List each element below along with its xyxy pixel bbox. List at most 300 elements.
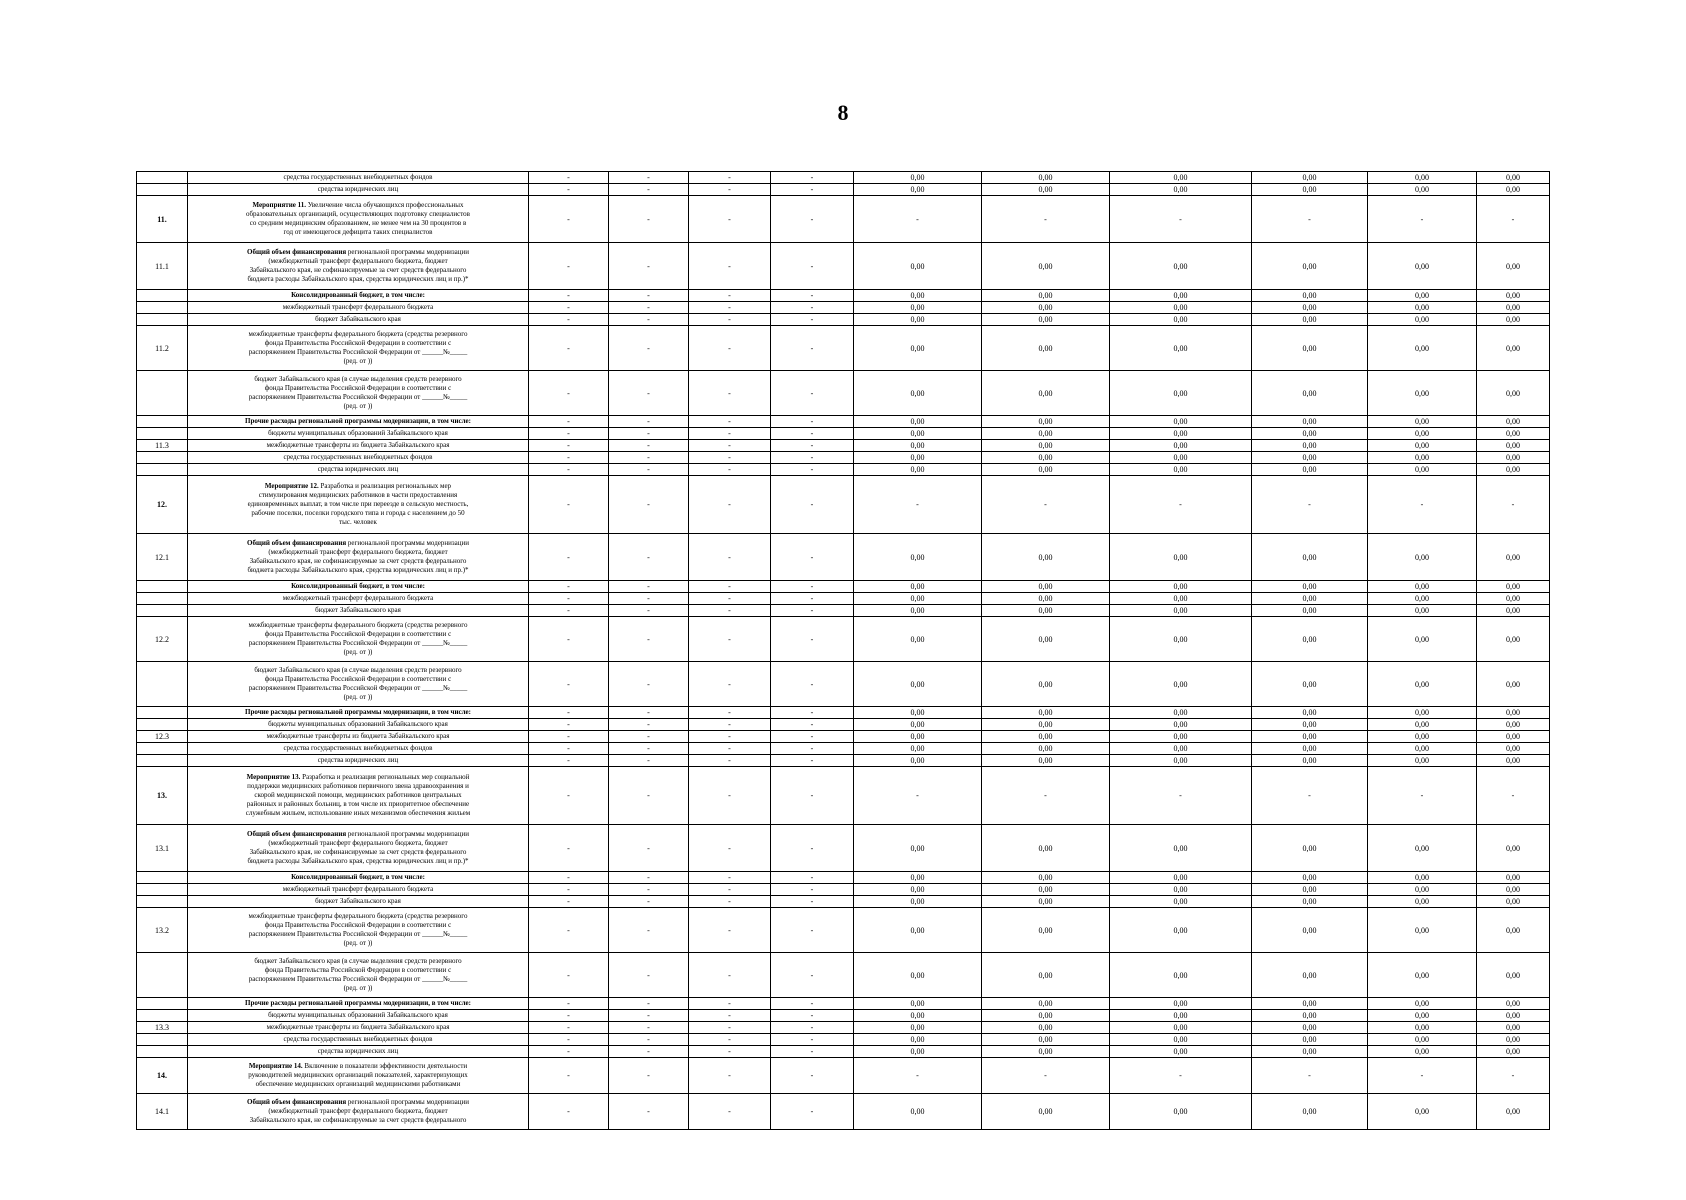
- value-cell: 0,00: [1110, 464, 1252, 476]
- value-cell: -: [529, 476, 609, 534]
- row-number: [137, 581, 188, 593]
- value-cell: -: [689, 1034, 771, 1046]
- value-cell: 0,00: [1477, 872, 1550, 884]
- table-row: [137, 184, 1550, 196]
- row-number: [137, 172, 188, 184]
- row-text: региональной программы модернизации (межбюджетный трансферт федерального бюджета, бюджет Забайкальского края, не софинансируемые за счет средств федерального бюджета расходы Забайкальского края, средства юридических лиц и пр.)*: [247, 830, 469, 865]
- value-cell: 0,00: [982, 184, 1110, 196]
- row-number: [137, 371, 188, 416]
- value-cell: -: [689, 428, 771, 440]
- value-cell: -: [609, 617, 689, 662]
- value-cell: 0,00: [1477, 428, 1550, 440]
- value-cell: -: [529, 196, 609, 243]
- value-cell: -: [609, 1010, 689, 1022]
- value-cell: -: [529, 617, 609, 662]
- value-cell: -: [689, 1046, 771, 1058]
- row-description: [188, 534, 529, 581]
- value-cell: 0,00: [982, 825, 1110, 872]
- value-cell: 0,00: [1252, 743, 1368, 755]
- value-cell: 0,00: [1252, 908, 1368, 953]
- table-row: [137, 172, 1550, 184]
- row-lead: Общий объем финансирования: [247, 1098, 347, 1106]
- value-cell: 0,00: [1252, 593, 1368, 605]
- table-row: [137, 371, 1550, 416]
- table-row: [137, 302, 1550, 314]
- value-cell: -: [689, 326, 771, 371]
- value-cell: 0,00: [1368, 605, 1477, 617]
- value-cell: -: [771, 581, 854, 593]
- row-number: [137, 184, 188, 196]
- value-cell: 0,00: [1252, 452, 1368, 464]
- table-row: [137, 452, 1550, 464]
- value-cell: -: [609, 452, 689, 464]
- value-cell: -: [689, 755, 771, 767]
- table-row: [137, 896, 1550, 908]
- value-cell: 0,00: [1110, 872, 1252, 884]
- value-cell: 0,00: [1368, 755, 1477, 767]
- row-description: [188, 1094, 529, 1130]
- value-cell: -: [689, 908, 771, 953]
- value-cell: 0,00: [1110, 1046, 1252, 1058]
- value-cell: -: [689, 440, 771, 452]
- value-cell: 0,00: [982, 896, 1110, 908]
- value-cell: 0,00: [854, 605, 982, 617]
- value-cell: 0,00: [1110, 172, 1252, 184]
- value-cell: -: [689, 825, 771, 872]
- value-cell: 0,00: [1477, 326, 1550, 371]
- value-cell: 0,00: [854, 428, 982, 440]
- value-cell: 0,00: [1477, 884, 1550, 896]
- row-description: средства государственных внебюджетных фондов: [188, 452, 529, 464]
- value-cell: -: [529, 1094, 609, 1130]
- row-description: бюджеты муниципальных образований Забайкальского края: [188, 428, 529, 440]
- value-cell: 0,00: [1368, 581, 1477, 593]
- value-cell: -: [529, 440, 609, 452]
- row-number: [137, 719, 188, 731]
- value-cell: -: [529, 534, 609, 581]
- value-cell: -: [529, 719, 609, 731]
- value-cell: -: [609, 172, 689, 184]
- value-cell: 0,00: [1252, 953, 1368, 998]
- value-cell: 0,00: [1252, 755, 1368, 767]
- value-cell: -: [982, 476, 1110, 534]
- value-cell: 0,00: [1477, 731, 1550, 743]
- value-cell: -: [689, 953, 771, 998]
- value-cell: 0,00: [1252, 302, 1368, 314]
- value-cell: -: [529, 1058, 609, 1094]
- row-description: Консолидированный бюджет, в том числе:: [188, 581, 529, 593]
- value-cell: 0,00: [1110, 825, 1252, 872]
- value-cell: -: [1477, 476, 1550, 534]
- value-cell: 0,00: [1477, 314, 1550, 326]
- value-cell: 0,00: [1368, 371, 1477, 416]
- value-cell: -: [771, 1058, 854, 1094]
- value-cell: -: [609, 326, 689, 371]
- value-cell: -: [771, 196, 854, 243]
- value-cell: -: [609, 605, 689, 617]
- row-number: 13.3: [137, 1022, 188, 1034]
- value-cell: 0,00: [982, 662, 1110, 707]
- value-cell: -: [529, 884, 609, 896]
- value-cell: -: [609, 314, 689, 326]
- value-cell: 0,00: [982, 998, 1110, 1010]
- value-cell: 0,00: [1110, 1022, 1252, 1034]
- row-description: бюджет Забайкальского края: [188, 605, 529, 617]
- value-cell: -: [689, 731, 771, 743]
- table-row: [137, 755, 1550, 767]
- value-cell: -: [771, 743, 854, 755]
- row-description: межбюджетный трансферт федерального бюджета: [188, 593, 529, 605]
- table-row: [137, 290, 1550, 302]
- value-cell: -: [689, 605, 771, 617]
- value-cell: 0,00: [1252, 416, 1368, 428]
- table-row: [137, 743, 1550, 755]
- value-cell: 0,00: [1477, 662, 1550, 707]
- row-description: бюджет Забайкальского края: [188, 896, 529, 908]
- value-cell: -: [771, 290, 854, 302]
- value-cell: 0,00: [1477, 707, 1550, 719]
- value-cell: 0,00: [1477, 302, 1550, 314]
- value-cell: -: [771, 440, 854, 452]
- row-description: межбюджетные трансферты федерального бюджета (средства резервного фонда Правительства Российской Федерации в соответствии с распоряжением Правительства Российской Федерации от ______№_____ (ред. от )): [188, 326, 529, 371]
- value-cell: -: [689, 662, 771, 707]
- value-cell: 0,00: [854, 908, 982, 953]
- value-cell: 0,00: [982, 1046, 1110, 1058]
- value-cell: -: [689, 172, 771, 184]
- value-cell: -: [609, 825, 689, 872]
- row-description: бюджеты муниципальных образований Забайкальского края: [188, 1010, 529, 1022]
- value-cell: 0,00: [1368, 1010, 1477, 1022]
- value-cell: -: [854, 476, 982, 534]
- value-cell: -: [689, 452, 771, 464]
- value-cell: -: [609, 1034, 689, 1046]
- row-number: 11.2: [137, 326, 188, 371]
- value-cell: -: [1252, 1058, 1368, 1094]
- value-cell: -: [1368, 196, 1477, 243]
- value-cell: 0,00: [982, 719, 1110, 731]
- value-cell: -: [771, 662, 854, 707]
- row-lead: Общий объем финансирования: [247, 248, 347, 256]
- value-cell: -: [1252, 767, 1368, 825]
- value-cell: 0,00: [1110, 707, 1252, 719]
- value-cell: -: [771, 755, 854, 767]
- value-cell: -: [529, 605, 609, 617]
- value-cell: -: [689, 1058, 771, 1094]
- row-lead: Общий объем финансирования: [247, 539, 347, 547]
- row-number: [137, 593, 188, 605]
- value-cell: 0,00: [982, 1034, 1110, 1046]
- value-cell: -: [771, 617, 854, 662]
- value-cell: 0,00: [854, 452, 982, 464]
- table-row: [137, 464, 1550, 476]
- row-description: средства юридических лиц: [188, 464, 529, 476]
- row-description: бюджет Забайкальского края: [188, 314, 529, 326]
- table-row: [137, 884, 1550, 896]
- value-cell: -: [771, 184, 854, 196]
- value-cell: -: [771, 1010, 854, 1022]
- value-cell: 0,00: [1477, 1046, 1550, 1058]
- row-number: 11.: [137, 196, 188, 243]
- row-description: средства государственных внебюджетных фондов: [188, 743, 529, 755]
- value-cell: -: [689, 464, 771, 476]
- value-cell: 0,00: [1110, 184, 1252, 196]
- value-cell: 0,00: [1252, 326, 1368, 371]
- row-lead: Мероприятие 11.: [252, 201, 306, 209]
- row-number: [137, 884, 188, 896]
- value-cell: 0,00: [1477, 825, 1550, 872]
- value-cell: 0,00: [1110, 428, 1252, 440]
- value-cell: -: [529, 767, 609, 825]
- value-cell: 0,00: [1110, 662, 1252, 707]
- table-row: [137, 825, 1550, 872]
- value-cell: 0,00: [1252, 605, 1368, 617]
- value-cell: 0,00: [982, 416, 1110, 428]
- row-number: 12.1: [137, 534, 188, 581]
- value-cell: 0,00: [1368, 326, 1477, 371]
- table-row: [137, 767, 1550, 825]
- value-cell: 0,00: [1368, 662, 1477, 707]
- value-cell: 0,00: [982, 731, 1110, 743]
- value-cell: 0,00: [1368, 428, 1477, 440]
- value-cell: 0,00: [1368, 1022, 1477, 1034]
- value-cell: -: [529, 743, 609, 755]
- row-text: региональной программы модернизации (межбюджетный трансферт федерального бюджета, бюджет Забайкальского края, не софинансируемые за счет средств федерального бюджета расходы Забайкальского края, средства юридических лиц и пр.)*: [247, 248, 469, 283]
- value-cell: 0,00: [854, 302, 982, 314]
- row-description: бюджет Забайкальского края (в случае выделения средств резервного фонда Правительства Российской Федерации в соответствии с распоряжением Правительства Российской Федерации от ______№_____ (ред. от )): [188, 662, 529, 707]
- value-cell: 0,00: [1252, 707, 1368, 719]
- value-cell: 0,00: [1110, 719, 1252, 731]
- value-cell: 0,00: [1252, 290, 1368, 302]
- value-cell: -: [609, 243, 689, 290]
- value-cell: -: [689, 617, 771, 662]
- row-description: Прочие расходы региональной программы модернизации, в том числе:: [188, 416, 529, 428]
- value-cell: 0,00: [1110, 326, 1252, 371]
- value-cell: -: [1477, 196, 1550, 243]
- value-cell: 0,00: [1110, 998, 1252, 1010]
- value-cell: -: [689, 719, 771, 731]
- value-cell: 0,00: [1110, 302, 1252, 314]
- value-cell: 0,00: [1252, 872, 1368, 884]
- value-cell: 0,00: [1368, 440, 1477, 452]
- value-cell: -: [609, 196, 689, 243]
- value-cell: 0,00: [1477, 719, 1550, 731]
- table-row: [137, 1010, 1550, 1022]
- value-cell: 0,00: [1110, 755, 1252, 767]
- value-cell: 0,00: [854, 534, 982, 581]
- value-cell: -: [609, 1058, 689, 1094]
- row-description: [188, 196, 529, 243]
- value-cell: -: [689, 872, 771, 884]
- value-cell: -: [771, 452, 854, 464]
- value-cell: -: [771, 302, 854, 314]
- value-cell: 0,00: [854, 1046, 982, 1058]
- value-cell: 0,00: [1252, 581, 1368, 593]
- table-row: [137, 416, 1550, 428]
- value-cell: 0,00: [1110, 581, 1252, 593]
- table-row: [137, 872, 1550, 884]
- value-cell: -: [771, 1046, 854, 1058]
- value-cell: -: [689, 581, 771, 593]
- value-cell: -: [529, 243, 609, 290]
- value-cell: -: [771, 1034, 854, 1046]
- value-cell: -: [529, 825, 609, 872]
- value-cell: 0,00: [854, 416, 982, 428]
- row-number: [137, 314, 188, 326]
- row-number: 11.1: [137, 243, 188, 290]
- value-cell: -: [609, 440, 689, 452]
- value-cell: -: [529, 428, 609, 440]
- value-cell: -: [982, 1058, 1110, 1094]
- row-number: [137, 662, 188, 707]
- row-number: [137, 998, 188, 1010]
- value-cell: -: [689, 767, 771, 825]
- row-number: [137, 755, 188, 767]
- value-cell: 0,00: [854, 1034, 982, 1046]
- row-lead: Мероприятие 12.: [264, 482, 319, 490]
- value-cell: 0,00: [1252, 1046, 1368, 1058]
- value-cell: 0,00: [1252, 662, 1368, 707]
- value-cell: 0,00: [1368, 593, 1477, 605]
- value-cell: 0,00: [854, 707, 982, 719]
- value-cell: 0,00: [1477, 896, 1550, 908]
- value-cell: -: [689, 534, 771, 581]
- row-number: [137, 290, 188, 302]
- value-cell: -: [529, 371, 609, 416]
- value-cell: 0,00: [854, 872, 982, 884]
- value-cell: 0,00: [1477, 243, 1550, 290]
- value-cell: 0,00: [1252, 1010, 1368, 1022]
- value-cell: -: [689, 1094, 771, 1130]
- value-cell: 0,00: [1252, 1034, 1368, 1046]
- value-cell: -: [609, 1094, 689, 1130]
- row-description: [188, 825, 529, 872]
- value-cell: 0,00: [1252, 998, 1368, 1010]
- value-cell: -: [609, 184, 689, 196]
- row-description: средства государственных внебюджетных фондов: [188, 172, 529, 184]
- value-cell: -: [529, 707, 609, 719]
- row-number: 13.: [137, 767, 188, 825]
- row-number: 11.3: [137, 440, 188, 452]
- row-text: Включение в показатели эффективности деятельности руководителей медицинских организаций показателей, характеризующих обеспечение медицинских организаций медицинскими работниками: [248, 1062, 468, 1088]
- value-cell: -: [529, 731, 609, 743]
- value-cell: -: [1477, 767, 1550, 825]
- row-description: межбюджетные трансферты из бюджета Забайкальского края: [188, 1022, 529, 1034]
- table-row: [137, 1046, 1550, 1058]
- value-cell: -: [609, 884, 689, 896]
- value-cell: -: [609, 290, 689, 302]
- row-description: средства государственных внебюджетных фондов: [188, 1034, 529, 1046]
- value-cell: 0,00: [1110, 605, 1252, 617]
- value-cell: -: [609, 302, 689, 314]
- value-cell: 0,00: [982, 908, 1110, 953]
- value-cell: 0,00: [1477, 440, 1550, 452]
- value-cell: 0,00: [982, 534, 1110, 581]
- value-cell: 0,00: [1110, 1010, 1252, 1022]
- value-cell: -: [771, 428, 854, 440]
- value-cell: 0,00: [1110, 416, 1252, 428]
- value-cell: 0,00: [1368, 1094, 1477, 1130]
- value-cell: -: [771, 998, 854, 1010]
- row-number: 13.1: [137, 825, 188, 872]
- value-cell: 0,00: [1252, 896, 1368, 908]
- value-cell: 0,00: [1368, 1046, 1477, 1058]
- value-cell: 0,00: [1252, 243, 1368, 290]
- row-description: Консолидированный бюджет, в том числе:: [188, 290, 529, 302]
- value-cell: 0,00: [1368, 464, 1477, 476]
- value-cell: -: [689, 593, 771, 605]
- row-description: [188, 243, 529, 290]
- value-cell: 0,00: [854, 1022, 982, 1034]
- row-text: региональной программы модернизации (межбюджетный трансферт федерального бюджета, бюджет Забайкальского края, не софинансируемые за счет средств федерального: [249, 1098, 469, 1124]
- value-cell: 0,00: [1368, 998, 1477, 1010]
- value-cell: -: [689, 1010, 771, 1022]
- value-cell: 0,00: [1252, 371, 1368, 416]
- row-lead: Мероприятие 14.: [248, 1062, 303, 1070]
- value-cell: -: [609, 707, 689, 719]
- value-cell: 0,00: [854, 884, 982, 896]
- value-cell: -: [529, 326, 609, 371]
- value-cell: 0,00: [854, 1010, 982, 1022]
- row-description: бюджеты муниципальных образований Забайкальского края: [188, 719, 529, 731]
- row-description: межбюджетные трансферты федерального бюджета (средства резервного фонда Правительства Российской Федерации в соответствии с распоряжением Правительства Российской Федерации от ______№_____ (ред. от )): [188, 617, 529, 662]
- value-cell: -: [609, 755, 689, 767]
- value-cell: 0,00: [854, 662, 982, 707]
- table-row: [137, 440, 1550, 452]
- value-cell: 0,00: [982, 452, 1110, 464]
- value-cell: 0,00: [1477, 452, 1550, 464]
- value-cell: 0,00: [982, 172, 1110, 184]
- row-number: [137, 452, 188, 464]
- value-cell: 0,00: [1368, 290, 1477, 302]
- row-text: Разработка и реализация региональных мер стимулирования медицинских работников в части предоставления единовременных выплат, в том числе при переезде в сельскую местность, рабочие поселки, поселки городского типа и города с населением до 50 тыс. человек: [247, 482, 469, 526]
- value-cell: 0,00: [1110, 884, 1252, 896]
- row-description: средства юридических лиц: [188, 755, 529, 767]
- row-number: [137, 302, 188, 314]
- value-cell: -: [1110, 1058, 1252, 1094]
- value-cell: 0,00: [854, 1094, 982, 1130]
- value-cell: 0,00: [854, 719, 982, 731]
- value-cell: -: [529, 1022, 609, 1034]
- table-row: [137, 953, 1550, 998]
- value-cell: 0,00: [1110, 908, 1252, 953]
- value-cell: -: [529, 953, 609, 998]
- value-cell: 0,00: [1252, 719, 1368, 731]
- value-cell: 0,00: [982, 464, 1110, 476]
- value-cell: 0,00: [1252, 314, 1368, 326]
- value-cell: 0,00: [854, 998, 982, 1010]
- value-cell: -: [529, 464, 609, 476]
- value-cell: 0,00: [1110, 243, 1252, 290]
- value-cell: -: [529, 302, 609, 314]
- value-cell: -: [609, 476, 689, 534]
- value-cell: 0,00: [1368, 302, 1477, 314]
- value-cell: -: [689, 290, 771, 302]
- value-cell: -: [689, 314, 771, 326]
- value-cell: 0,00: [1477, 953, 1550, 998]
- value-cell: 0,00: [982, 326, 1110, 371]
- value-cell: 0,00: [1110, 452, 1252, 464]
- value-cell: -: [771, 731, 854, 743]
- value-cell: -: [771, 416, 854, 428]
- value-cell: -: [609, 719, 689, 731]
- table-row: [137, 326, 1550, 371]
- value-cell: 0,00: [1368, 908, 1477, 953]
- value-cell: 0,00: [1252, 440, 1368, 452]
- value-cell: 0,00: [1252, 1094, 1368, 1130]
- row-description: бюджет Забайкальского края (в случае выделения средств резервного фонда Правительства Российской Федерации в соответствии с распоряжением Правительства Российской Федерации от ______№_____ (ред. от )): [188, 953, 529, 998]
- value-cell: 0,00: [1477, 581, 1550, 593]
- value-cell: 0,00: [854, 464, 982, 476]
